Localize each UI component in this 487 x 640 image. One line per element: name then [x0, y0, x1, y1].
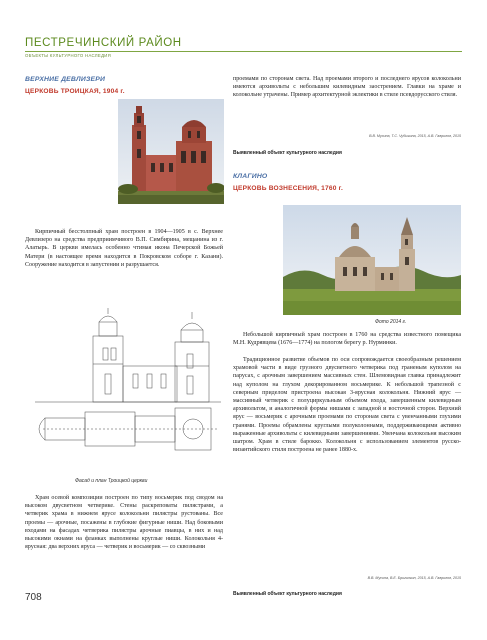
- photo-voznesenie-church: [283, 205, 461, 315]
- location-klagino: КЛАГИНО: [233, 173, 268, 180]
- paragraph-troitskaya-history: Кирпичный бесстолпный храм построен в 1904—1905 в с. Верхнее Девлизеро на средства предприимчивого В.П. Симбирина, мещанина из г. Алатырь. В церкви имелась особенно чтимая икона Печерской Божьей Матери (в настоящее время находится в Покровском соборе г. Казани). Сооружение находится в запустении и разрушается.: [25, 229, 223, 268]
- location-verkhnie-devlizeri: ВЕРХНИЕ ДЕВЛИЗЕРИ: [25, 76, 106, 83]
- paragraph-troitskaya-continued: проемами по сторонам света. Над проемами второго и последнего ярусов колокольни имеются архивольты с небольшим килевидным заострением. Главки на храме и колокольне утрачены. Пример архитектурной эклектики в стиле псевдорусского стиля.: [233, 76, 461, 99]
- heritage-label-troitskaya: Выявленный объект культурного наследия: [233, 150, 342, 156]
- photo-caption: Фото 2014 г.: [375, 319, 407, 325]
- photo-troitskaya-church: [118, 99, 224, 204]
- church-title-voznesenie: ЦЕРКОВЬ ВОЗНЕСЕНИЯ, 1760 г.: [233, 185, 343, 192]
- church-title-troitskaya: ЦЕРКОВЬ ТРОИЦКАЯ, 1904 г.: [25, 88, 125, 95]
- heritage-label-voznesenie: Выявленный объект культурного наследия: [233, 591, 342, 597]
- region-title: ПЕСТРЕЧИНСКИЙ РАЙОН: [25, 37, 182, 49]
- region-subtitle: ОБЪЕКТЫ КУЛЬТУРНОГО НАСЛЕДИЯ: [25, 53, 112, 58]
- paragraph-voznesenie-history: Небольшой кирпичный храм построен в 1760 на средства известного помещика М.Н. Кудрявцева (1676—1774) на пологом берегу р. Нурминки.: [233, 332, 461, 347]
- credit-troitskaya: В.В. Мусина, Т.С. Чубыкина, 2015, А.В. Гаврилов, 2015: [369, 134, 461, 138]
- paragraph-voznesenie-architecture: Традиционное развитие объемов по оси сопровождается своеобразным решением храмовой части в виде грузного двусветного четверика под граненым куполом на парусах, с арочным завершением массивных стен. Шлемовидная главка принадлежит над куполом на глухом декорированном восьмерике. К небольшой трапезной с северным приделом пристроена высокая 3-ярусная колокольня. Нижний ярус — массивный четверик с полуциркульным объемом входа, завершенным килевидным архивольтом, и аналогичной формы нишами с западной и восточной сторон. Верхний ярус — восьмерик с арочными проемами по сторонам света с увенчанными глухими гранями. Проемы обрамлены круглыми полуколоннами, поддерживающими активно выраженные архивольты с килевидными завершениями. Увенчана колокольня высоким шатром. Храм в стиле барокко. Колокольня с использованием элементов русско-византийского стиля построена не ранее 1880-х.: [233, 357, 461, 454]
- page-number: 708: [25, 592, 42, 603]
- credit-voznesenie: В.В. Мусина, В.Е. Бригилкин, 2015, А.В. Гаврилов, 2015: [367, 576, 461, 580]
- header-rule: [25, 51, 462, 52]
- paragraph-troitskaya-architecture: Храм осевой композиции построен по типу восьмерик под сводом на высоком двусветном четверике. Стены раскреповаты пилястрами, а четверик храма в нижнем ярусе колокольни пилястры рустованы. Все проемы — арочные, посажены в глубокие фигурные ниши. Над боковыми входами на фасадах четверика пилястры арочные пиавцы, в них и над высокими окнами на фланках выполнены круглые ниши. Колокольня 4-ярусная: два верхних яруса — четверик и восьмерик — со сквозными: [25, 495, 223, 551]
- drawing-caption: Фасад и план Троицкой церкви: [75, 478, 148, 484]
- drawing-facade-plan: [25, 306, 225, 474]
